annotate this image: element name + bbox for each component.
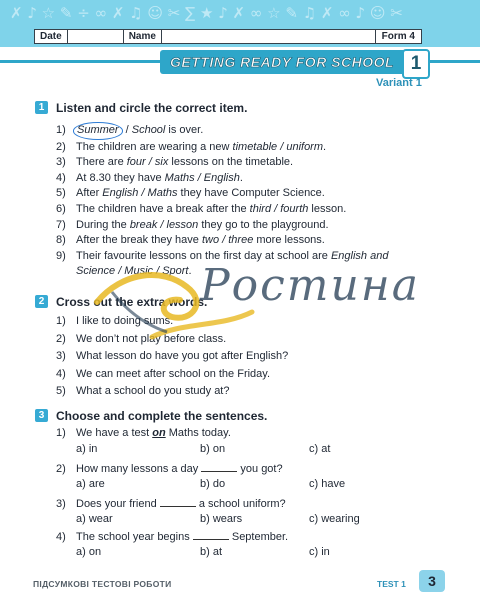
form-label: Form 4 [381, 31, 415, 42]
list-item: 1) Summer / School is over. [56, 122, 388, 140]
name-field[interactable] [162, 30, 376, 43]
page-number: 3 [419, 570, 445, 592]
header-band [0, 0, 480, 47]
option-c[interactable]: c) have [309, 478, 346, 490]
option-a[interactable]: a) wear [76, 513, 113, 525]
question-item: 2) How many lessons a day you got? [56, 463, 283, 475]
list-item: 3) There are four / six lessons on the timetable. [56, 156, 294, 169]
section-1-list [56, 122, 388, 280]
option-b[interactable]: b) do [200, 478, 226, 490]
decorative-doodles: ✗ ♪ ☆ ✎ ÷ ∞ ✗ ♫ ☺ ✂ ∑ ★ ♪ ✗ ∞ ☆ ✎ ♫ ✗ ∞ ♪ ☺ ✂ [10, 4, 403, 22]
option-a[interactable]: a) in [76, 443, 98, 455]
footer-test-label: TEST 1 [377, 579, 406, 589]
list-item: 4) At 8.30 they have Maths / English. [56, 171, 243, 184]
question-item: 1) We have a test on Maths today. [56, 427, 231, 439]
list-item: 5) After English / Maths they have Computer Science. [56, 187, 325, 200]
list-item: 9) Their favourite lessons on the first day at school are English and [56, 249, 389, 262]
student-info-row [34, 29, 422, 44]
section-1-title: Listen and circle the correct item. [56, 101, 248, 115]
list-item: 4) We can meet after school on the Friday. [56, 367, 271, 380]
section-2-title: Cross out the extra words. [56, 295, 208, 309]
date-label: Date [35, 30, 68, 43]
list-item: Science / Music / Sport. [76, 265, 192, 278]
circled-answer: Summer [73, 122, 123, 140]
answer-blank[interactable] [193, 530, 229, 540]
question-item: 4) The school year begins September. [56, 531, 289, 543]
option-b[interactable]: b) at [200, 546, 223, 558]
list-item: 5) What a school do you study at? [56, 385, 230, 397]
list-item: 8) After the break they have two / three more lessons. [56, 234, 325, 247]
option-a[interactable]: a) are [76, 478, 105, 490]
section-2-badge: 2 [35, 295, 48, 308]
answer-blank[interactable] [160, 497, 196, 507]
list-item: 2) The children are wearing a new timetable / uniform. [56, 140, 327, 153]
section-3-title: Choose and complete the sentences. [56, 409, 268, 423]
option-c[interactable]: c) at [309, 443, 331, 455]
option-b[interactable]: b) wears [200, 513, 243, 525]
list-item: 1) I like to doing sums. [56, 315, 174, 327]
filled-answer[interactable]: on [152, 427, 166, 439]
option-c[interactable]: c) in [309, 546, 330, 558]
option-b[interactable]: b) on [200, 443, 226, 455]
list-item: 7) During the break / lesson they go to the playground. [56, 218, 329, 231]
list-item: 2) We don’t not play before class. [56, 332, 227, 345]
footer-book-title: ПІДСУМКОВІ ТЕСТОВІ РОБОТИ [33, 579, 172, 589]
name-label: Name [124, 30, 162, 43]
section-3-badge: 3 [35, 409, 48, 422]
section-1-badge: 1 [35, 101, 48, 114]
variant-label: Variant 1 [376, 77, 422, 89]
option-c[interactable]: c) wearing [309, 513, 360, 525]
page-title: GETTING READY FOR SCHOOL [170, 54, 395, 70]
option-a[interactable]: a) on [76, 546, 102, 558]
list-item: 3) What lesson do have you got after English? [56, 350, 289, 362]
watermark-text: Ростина [200, 260, 421, 311]
answer-blank[interactable] [201, 462, 237, 472]
list-item: 6) The children have a break after the third / fourth lesson. [56, 202, 347, 215]
unit-number: 1 [402, 49, 430, 79]
date-field[interactable] [68, 30, 124, 43]
question-item: 3) Does your friend a school uniform? [56, 498, 286, 510]
